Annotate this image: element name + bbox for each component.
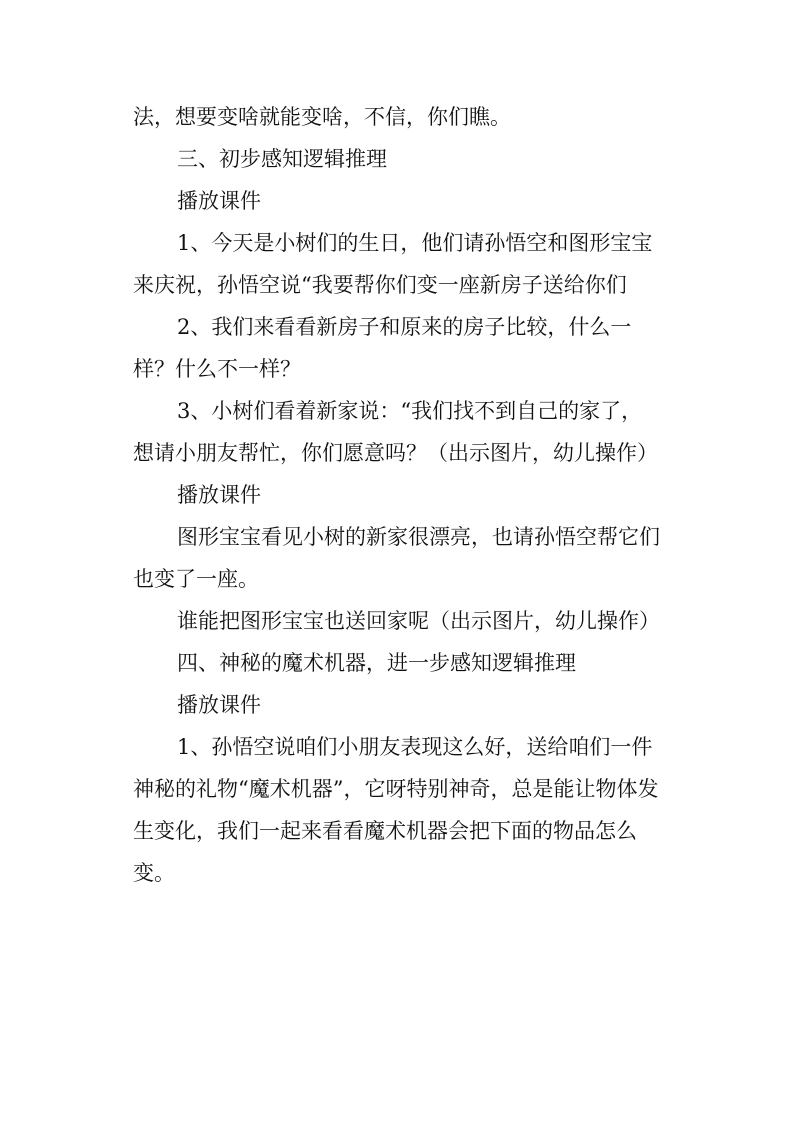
document-body	[133, 96, 663, 894]
paragraph-play-courseware-2: 播放课件	[177, 483, 261, 507]
paragraph-send-home: 谁能把图形宝宝也送回家呢（出示图片，幼儿操作）	[177, 609, 660, 633]
section-heading-3: 三、初步感知逻辑推理	[177, 147, 387, 171]
paragraph-shape-babies: 图形宝宝看见小树的新家很漂亮，也请孙悟空帮它们也变了一座。	[133, 525, 660, 591]
paragraph-play-courseware-1: 播放课件	[177, 189, 261, 213]
paragraph-item-1: 1、今天是小树们的生日，他们请孙悟空和图形宝宝来庆祝，孙悟空说“我要帮你们变一座新房子送给你们	[133, 231, 653, 297]
section-heading-4: 四、神秘的魔术机器，进一步感知逻辑推理	[177, 651, 576, 675]
paragraph-item-2: 2、我们来看看新房子和原来的房子比较，什么一样？什么不一样？	[133, 315, 632, 381]
paragraph-play-courseware-3: 播放课件	[177, 693, 261, 717]
paragraph-magic-machine: 1、孙悟空说咱们小朋友表现这么好，送给咱们一件神秘的礼物“魔术机器”，它呀特别神奇，总是能让物体发生变化，我们一起来看看魔术机器会把下面的物品怎么变。	[133, 735, 659, 885]
paragraph-continuation: 法，想要变啥就能变啥，不信，你们瞧。	[133, 105, 511, 129]
paragraph-item-3: 3、小树们看着新家说：“我们找不到自己的家了，想请小朋友帮忙，你们愿意吗？（出示图片，幼儿操作）	[133, 399, 658, 465]
